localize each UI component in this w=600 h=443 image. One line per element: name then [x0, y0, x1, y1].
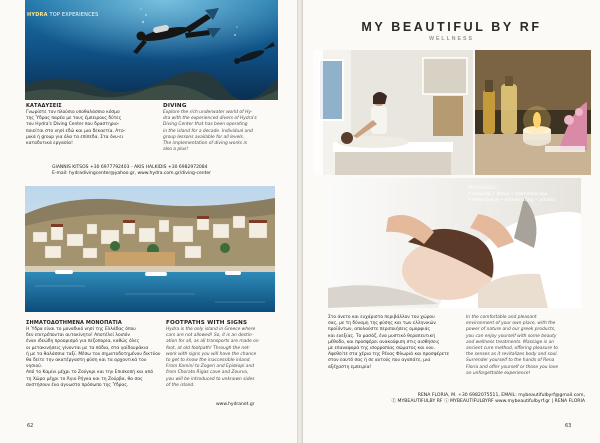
kicker-section: TOP EXPERIENCES	[49, 12, 99, 18]
diving-title-en: DIVING	[163, 103, 187, 109]
massages-caption-line: • relaxing • detox • aromatherapy	[468, 192, 548, 197]
spa-en-line: power of nature and our greek products,	[466, 327, 556, 333]
paths-en-line: work with signs you will have the chance	[166, 351, 257, 357]
spa-en-line: the senses as it revitalizes body and soul.	[466, 352, 558, 358]
spa-gr-line: Αφεθείτε στα χέρια της Ρένας Φλωριά και προσφέρετε	[328, 352, 450, 358]
massage-room-photo	[313, 50, 473, 175]
spa-gr-line: προϊόντων, απολαύστε περιποιήσεις ομορφιάς	[328, 327, 431, 333]
diving-title-gr: ΚΑΤΑΔΥΣΕΙΣ	[26, 103, 62, 109]
massages-caption-line: • deep tissue • rejuvenating • athletic	[468, 198, 557, 203]
paths-contact: www.hydranet.gr	[216, 402, 255, 407]
spa-gr-line: και ευεξίας. Το μασάζ, ένα μυστικό θεραπευτική	[328, 333, 435, 339]
spa-products-photo	[475, 50, 591, 175]
paths-en-line: ation for all, as all transports are made on	[166, 339, 259, 345]
brand-logo: MY BEAUTIFUL BY RF	[361, 20, 542, 34]
paths-en-line: to get to know the inaccessible inland.	[166, 358, 251, 364]
diving-en-line: Diving Center that has been operating	[163, 122, 248, 128]
diving-en-line: Explore the rich underwater world of Hy-	[163, 110, 253, 115]
paths-gr-line: τη Χώρα μέχρι το Άγιο Ρήγκα και τη Ζούρβα, θα σας	[26, 376, 143, 382]
diving-gr-line: Γνωρίστε τον πλούσιο υποθαλάσσιο κόσμο	[26, 110, 120, 115]
spa-en-line: Floria and offer yourself or those you love	[466, 364, 559, 370]
diving-text-en	[163, 110, 278, 153]
spa-en-line: In the comfortable and pleasant	[466, 315, 537, 320]
section-kicker	[27, 12, 99, 18]
paths-en-line: cars are not allowed! So, it is an destin-	[166, 333, 254, 339]
paths-en-line: Hydra is the only island in Greece where	[166, 327, 256, 332]
massages-caption-title: MASSAGES:	[468, 186, 498, 191]
paths-gr-line: Από το Καμίνι μέχρι το Ζούγκρι και την Επισκοπή και από	[26, 370, 154, 376]
spa-en-line: Surrender yourself to the hands of Rena	[466, 358, 555, 364]
diving-gr-line: μικά ή group για όλα τα επίπεδα. Στα όνυ-ει	[26, 134, 124, 140]
paths-title-en: FOOTPATHS WITH SIGNS	[166, 320, 248, 326]
paths-text-gr	[26, 327, 161, 389]
page-number-left: 62	[27, 423, 34, 429]
paths-en-line: foot, at old footpath! Through the net-	[166, 345, 251, 351]
hydra-harbour-photo	[25, 186, 275, 312]
diving-text-gr	[26, 110, 156, 147]
kicker-brand: HYDRA	[27, 12, 48, 18]
paths-en-line: of the island.	[166, 382, 195, 388]
spa-gr-line: στον εαυτό σας ή σε αυτούς που αγαπάτε, μια	[328, 358, 431, 364]
paths-en-line: From Kamini to Zogeri and Episkopi and	[166, 364, 255, 370]
spa-gr-line: μέθοδο, και προσφέρει ανακούφιση στις αισθήσεις	[328, 339, 440, 345]
brand-logo-subtitle: WELLNESS	[429, 36, 474, 42]
diving-contact-links: E-mail: hydradivingcenter@yahoo.gr, www.hydra.com.gr/diving-center	[52, 171, 212, 177]
spa-text-gr	[328, 315, 458, 371]
spa-en-line: an unforgettable experience!	[466, 370, 531, 376]
spa-en-line: environment of your own place, with the	[466, 321, 556, 327]
diving-gr-line: του Hydra's Diving Center που δραστηριο-	[26, 122, 120, 128]
diving-en-line: group lessons available for all levels.	[163, 134, 245, 140]
paths-gr-line: συστήσουν ένα άγνωστο πρόσωπο της Ύδρας.	[26, 382, 129, 388]
spa-gr-line: Στο άνετο και ευχάριστο περιβάλλον του χώρου	[328, 315, 435, 320]
page-number-right: 63	[565, 423, 572, 429]
diving-en-line: The implementation of diving works is	[163, 141, 247, 147]
spa-gr-line: με επαναφορά της ισορροπίας σώματος και νου.	[328, 346, 435, 352]
spa-contact	[303, 393, 585, 405]
spa-contact-line: RENA FLORIA, M. +30 6982075511, EMAIL: mybeautifulbyrf@gmail.com,	[417, 393, 585, 398]
diving-contact-names: GIANNIS KITSOS +30 6977792403 - AKIS HALKIDIS +30 6982972084	[52, 165, 208, 170]
paths-text-en	[166, 327, 281, 389]
paths-gr-line: θα δείτε την ακατέργαστη φύση και τα αρχοντικά του νησιού.	[26, 358, 147, 370]
paths-gr-line: δεν επιτρέπονται αυτοκίνητα! Αποτέλεί λοιπόν	[26, 333, 130, 339]
paths-en-line: you will be introduced to unknown sides	[166, 376, 255, 382]
spa-en-line: ancient cure method, offering pleasure to	[466, 346, 558, 352]
diving-gr-line: της Ύδρας παρέα με τους έμπειρους δύτες	[26, 116, 122, 122]
diving-en-line: also a plus!	[163, 147, 189, 153]
paths-gr-line: έναν ιδεώδη προορισμό για πεζοπορία, καθώς όλες	[26, 339, 140, 345]
diving-en-line: dra with the experienced divers of Hydra's	[163, 116, 257, 122]
massages-caption	[468, 186, 581, 204]
right-page	[303, 0, 600, 443]
paths-gr-line: Η Ύδρα είναι το μοναδικό νησί της Ελλάδας όπου	[26, 327, 136, 332]
paths-gr-line: ή με τα θαλάσσια ταξί. Μέσω του σηματοδοτημένου δικτύου	[26, 351, 161, 357]
head-massage-photo	[328, 178, 581, 308]
left-page	[0, 0, 297, 443]
diving-gr-line: ποιείται στο νησί εδώ και μια δεκαετία. Ατο-	[26, 128, 126, 134]
paths-en-line: from Chorato Rigas cave and Zourva,	[166, 370, 249, 376]
diving-en-line: in the island for a decade. Individual and	[163, 128, 253, 134]
paths-gr-line: οι μετακινήσεις γίνονται με τα πόδια, στα γαϊδουράκια	[26, 345, 149, 351]
paths-title-gr: ΣΗΜΑΤΟΔΟΤΗΜΕΝΑ ΜΟΝΟΠΑΤΙΑ	[26, 320, 122, 326]
spa-gr-line: αξέχαστη εμπειρία!	[328, 364, 372, 370]
spa-gr-line: σας, με τη δύναμη της φύσης και των ελληνικών	[328, 321, 436, 327]
diving-gr-line: καταδυτικά εργασία!	[26, 141, 73, 147]
diving-contact	[52, 165, 282, 178]
spa-text-en	[466, 315, 586, 377]
spa-en-line: you can enjoy yourself with some beauty	[466, 333, 557, 339]
spa-contact-line: ⓕ MYBEAUTIFULBY RF ⓘ MYBEAUTIFULBYRF www.mybeautifulbyrf.gr | RENA FLORIA	[391, 399, 585, 405]
spa-en-line: and wellness treatments. Massage is an	[466, 339, 555, 345]
